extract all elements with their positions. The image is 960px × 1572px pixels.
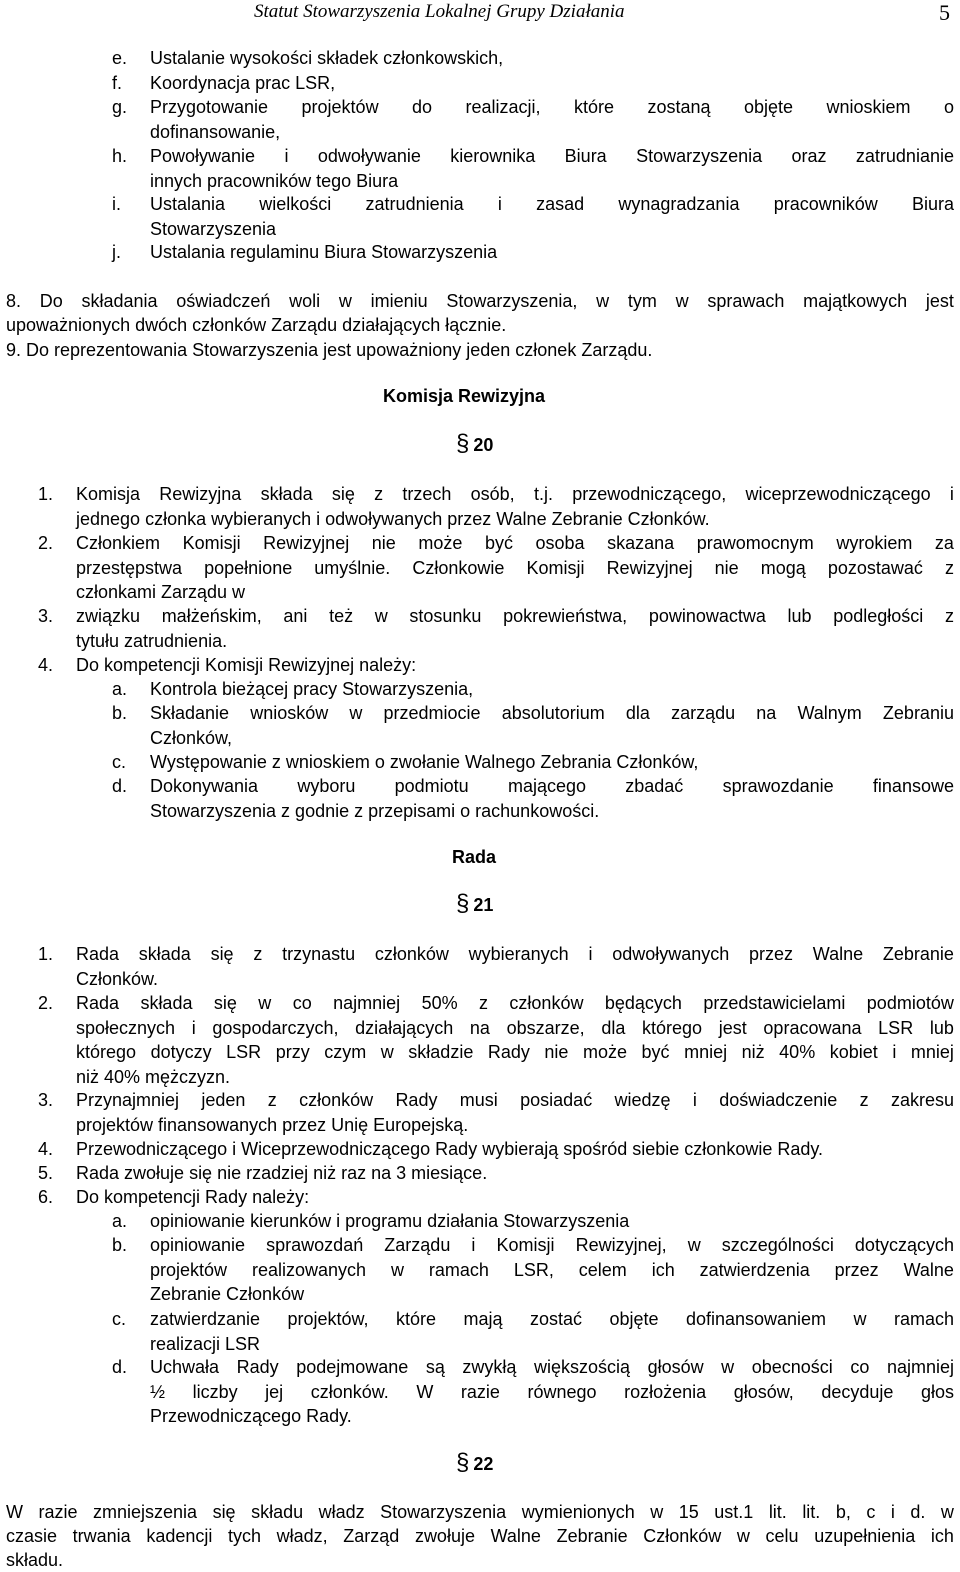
rada-subitem-text: projektów realizowanych w ramach LSR, celem ich zatwierdzenia przez Walne [150,1259,954,1280]
komisja-subitem-marker: a. [112,679,128,699]
top-list-item-marker: j. [112,242,121,262]
page-header [0,0,960,28]
komisja-subitem-marker: d. [112,776,128,796]
rada-item-text: Przewodniczącego i Wiceprzewodniczącego Rady wybierają spośród siebie członkowie Rady. [76,1139,824,1159]
komisja-item-text: tytułu zatrudnienia. [76,630,228,651]
rada-item-text: Do kompetencji Rady należy: [76,1187,310,1207]
komisja-subitem-marker: b. [112,703,128,723]
rada-item-marker: 3. [38,1090,54,1110]
header-title: Statut Stowarzyszenia Lokalnej Grupy Działania [254,1,625,22]
komisja-subitem-text: Dokonywania wyboru podmiotu mającego zbadać sprawozdanie finansowe [150,776,954,796]
section-heading-rada: Rada [452,847,497,867]
rada-subitem-marker: c. [112,1309,127,1329]
rada-item-text: Przynajmniej jeden z członków Rady musi posiadać wiedzę i doświadczenie z zakresu [76,1090,954,1110]
paragraph-number: 20 [473,435,494,455]
komisja-item-text: Komisja Rewizyjna składa się z trzech osób, t.j. przewodniczącego, wiceprzewodniczącego i [76,484,954,504]
rada-item-text: Rada składa się z trzynastu członków wybieranych i odwoływanych przez Walne Zebranie [76,944,954,964]
komisja-item-marker: 1. [38,484,54,504]
paragraph-20 [456,430,493,458]
rada-item-marker: 2. [38,993,54,1013]
top-list-item-marker: e. [112,48,128,68]
top-list-item-text: dofinansowanie, [150,121,281,142]
top-list-item-text: Ustalania regulaminu Biura Stowarzyszenia [150,242,498,262]
top-list-item-marker: i. [112,194,121,214]
komisja-item-marker: 3. [38,606,54,626]
rada-item-text: Członków. [76,968,159,989]
rada-subitem-text: zatwierdzanie projektów, które mają zostać objęte dofinansowaniem w ramach [150,1309,954,1329]
komisja-item-text: jednego członka wybieranych i odwoływanych przez Walne Zebranie Członków. [76,508,710,529]
top-list-item-marker: h. [112,146,128,166]
paragraph-22 [456,1449,493,1477]
item-8-text: upoważnionych dwóch członków Zarządu działających łącznie. [6,315,507,335]
komisja-item-text: członkami Zarządu w [76,582,246,602]
rada-item-marker: 4. [38,1139,54,1159]
top-list-item-text: Ustalanie wysokości składek członkowskich, [150,48,504,68]
top-list-item-text: Powoływanie i odwoływanie kierownika Biura Stowarzyszenia oraz zatrudnianie [150,146,954,166]
section-heading-komisja: Komisja Rewizyjna [383,386,546,406]
top-list-item-text: Stowarzyszenia [150,218,277,239]
rada-item-text: Rada zwołuje się nie rzadziej niż raz na 3 miesiące. [76,1163,488,1183]
rada-subitem-marker: d. [112,1357,128,1377]
rada-item-text: projektów finansowanych przez Unię Europejską. [76,1114,469,1135]
komisja-item-marker: 2. [38,533,54,553]
top-list-item-marker: f. [112,73,123,93]
rada-subitem-text: Zebranie Członków [150,1284,305,1304]
rada-item-text: niż 40% mężczyzn. [76,1066,231,1087]
paragraph-number: 22 [473,1454,494,1474]
rada-item-marker: 6. [38,1187,54,1207]
komisja-subitem-text: Stowarzyszenia z godnie z przepisami o rachunkowości. [150,800,600,821]
rada-subitem-text: opiniowanie sprawozdań Zarządu i Komisji Rewizyjnej, w szczególności dotyczących [150,1235,954,1255]
rada-item-text: którego dotyczy LSR przy czym w składzie Rady nie może być mniej niż 40% kobiet i mniej [76,1042,954,1062]
page-number: 5 [939,0,950,25]
top-list-item-text: innych pracowników tego Biura [150,170,399,191]
item-8-text: 8. Do składania oświadczeń woli w imieniu Stowarzyszenia, w tym w sprawach majątkowych jest [6,291,954,311]
rada-subitem-marker: b. [112,1235,128,1255]
section-sign-icon: § [456,890,470,917]
paragraph-21 [456,890,493,918]
rada-subitem-text: opiniowanie kierunków i programu działania Stowarzyszenia [150,1211,630,1231]
rada-item-marker: 5. [38,1163,54,1183]
komisja-item-text: Do kompetencji Komisji Rewizyjnej należy: [76,655,417,675]
komisja-subitem-text: Członków, [150,727,233,748]
komisja-item-marker: 4. [38,655,54,675]
rada-subitem-text: realizacji LSR [150,1333,261,1354]
top-list-item-text: Przygotowanie projektów do realizacji, które zostaną objęte wnioskiem o [150,97,954,117]
top-list-item-text: Ustalania wielkości zatrudnienia i zasad wynagradzania pracowników Biura [150,194,954,214]
para-22-text: W razie zmniejszenia się składu władz Stowarzyszenia wymienionych w 15 ust.1 lit. lit. b, c i d. w [6,1502,954,1522]
rada-subitem-text: Przewodniczącego Rady. [150,1406,352,1426]
rada-item-text: Rada składa się w co najmniej 50% z członków będących przedstawicielami podmiotów [76,993,954,1013]
rada-item-text: społecznych i gospodarczych, działających na obszarze, dla którego jest opracowana LSR lub [76,1017,954,1038]
komisja-subitem-marker: c. [112,752,127,772]
section-sign-icon: § [456,1449,470,1476]
komisja-item-text: przestępstwa popełnione umyślnie. Członkowie Komisji Rewizyjnej nie mogą pozostawać z [76,557,954,578]
rada-subitem-text: ½ liczby jej członków. W razie równego rozłożenia głosów, decyduje głos [150,1381,954,1402]
para-22-text: czasie trwania kadencji tych władz, Zarząd zwołuje Walne Zebranie Członków w celu uzupełnienia ich [6,1526,954,1546]
item-9-text: 9. Do reprezentowania Stowarzyszenia jest upoważniony jeden członek Zarządu. [6,340,653,360]
top-list-item-text: Koordynacja prac LSR, [150,73,336,93]
rada-subitem-marker: a. [112,1211,128,1231]
komisja-subitem-text: Występowanie z wnioskiem o zwołanie Walnego Zebrania Członków, [150,752,699,772]
section-sign-icon: § [456,430,470,457]
komisja-subitem-text: Składanie wniosków w przedmiocie absolutorium dla zarządu na Walnym Zebraniu [150,703,954,723]
rada-subitem-text: Uchwała Rady podejmowane są zwykłą większością głosów w obecności co najmniej [150,1357,954,1377]
komisja-subitem-text: Kontrola bieżącej pracy Stowarzyszenia, [150,679,474,699]
para-22-text: składu. [6,1550,64,1570]
komisja-item-text: Członkiem Komisji Rewizyjnej nie może być osoba skazana prawomocnym wyrokiem za [76,533,954,553]
komisja-item-text: związku małżeńskim, ani też w stosunku pokrewieństwa, powinowactwa lub podległości z [76,606,954,626]
top-list-item-marker: g. [112,97,128,117]
rada-item-marker: 1. [38,944,54,964]
paragraph-number: 21 [473,895,494,915]
